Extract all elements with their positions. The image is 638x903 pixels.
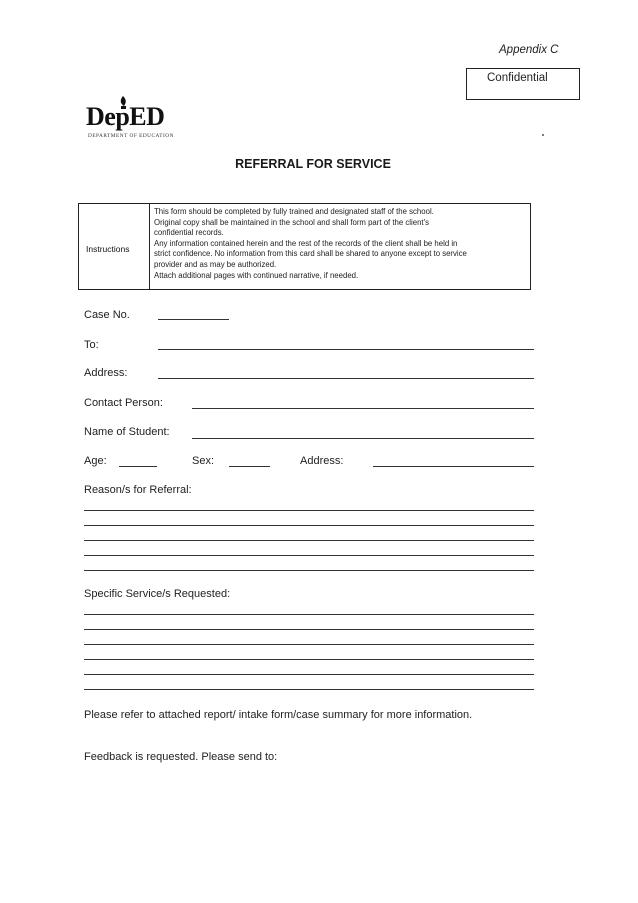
student-address-label: Address: (300, 455, 344, 467)
name-of-student-line[interactable] (192, 438, 534, 439)
age-line[interactable] (119, 466, 157, 467)
feedback-note: Feedback is requested. Please send to: (84, 751, 278, 763)
case-no-label: Case No. (84, 309, 130, 321)
services-line[interactable] (84, 689, 534, 690)
appendix-label: Appendix C (499, 44, 559, 56)
instruction-line: This form should be completed by fully trained and designated staff of the school. (154, 207, 434, 216)
instructions-divider (149, 204, 150, 289)
reasons-line[interactable] (84, 570, 534, 571)
instruction-line: Attach additional pages with continued narrative, if needed. (154, 270, 359, 280)
reasons-line[interactable] (84, 510, 534, 511)
instruction-line: confidential records. (154, 228, 224, 238)
contact-person-label: Contact Person: (84, 397, 163, 409)
name-of-student-label: Name of Student: (84, 426, 170, 438)
services-line[interactable] (84, 629, 534, 630)
sex-line[interactable] (229, 466, 270, 467)
age-label: Age: (84, 455, 107, 467)
services-line[interactable] (84, 614, 534, 615)
services-line[interactable] (84, 659, 534, 660)
instruction-line: Original copy shall be maintained in the school and shall form part of the client's (154, 217, 429, 227)
deped-logo-text: DepED (86, 102, 165, 131)
services-line[interactable] (84, 674, 534, 675)
refer-note: Please refer to attached report/ intake form/case summary for more information. (84, 709, 473, 721)
reasons-line[interactable] (84, 540, 534, 541)
instruction-line: provider and as may be authorized. (154, 259, 277, 269)
form-title (0, 157, 638, 171)
student-address-line[interactable] (373, 466, 534, 467)
instruction-line: strict confidence. No information from this card shall be shared to anyone except to service (154, 249, 467, 259)
instructions-table (78, 203, 531, 290)
reasons-line[interactable] (84, 525, 534, 526)
instructions-body (154, 207, 528, 281)
reasons-label: Reason/s for Referral: (84, 484, 192, 496)
services-label: Specific Service/s Requested: (84, 588, 231, 600)
form-title-text: REFERRAL FOR SERVICE (235, 157, 391, 171)
sex-label: Sex: (192, 455, 215, 467)
address-line[interactable] (158, 378, 534, 379)
services-line[interactable] (84, 644, 534, 645)
instruction-line: Any information contained herein and the rest of the records of the client shall be held in (154, 238, 458, 248)
deped-logo-subtitle: DEPARTMENT OF EDUCATION (88, 133, 174, 139)
instructions-label: Instructions (86, 244, 130, 254)
address-label: Address: (84, 367, 128, 379)
to-label: To: (84, 339, 99, 351)
stray-mark (542, 134, 544, 136)
reasons-line[interactable] (84, 555, 534, 556)
confidential-label: Confidential (487, 72, 548, 84)
contact-person-line[interactable] (192, 408, 534, 409)
case-no-line[interactable] (158, 319, 229, 320)
to-line[interactable] (158, 349, 534, 350)
